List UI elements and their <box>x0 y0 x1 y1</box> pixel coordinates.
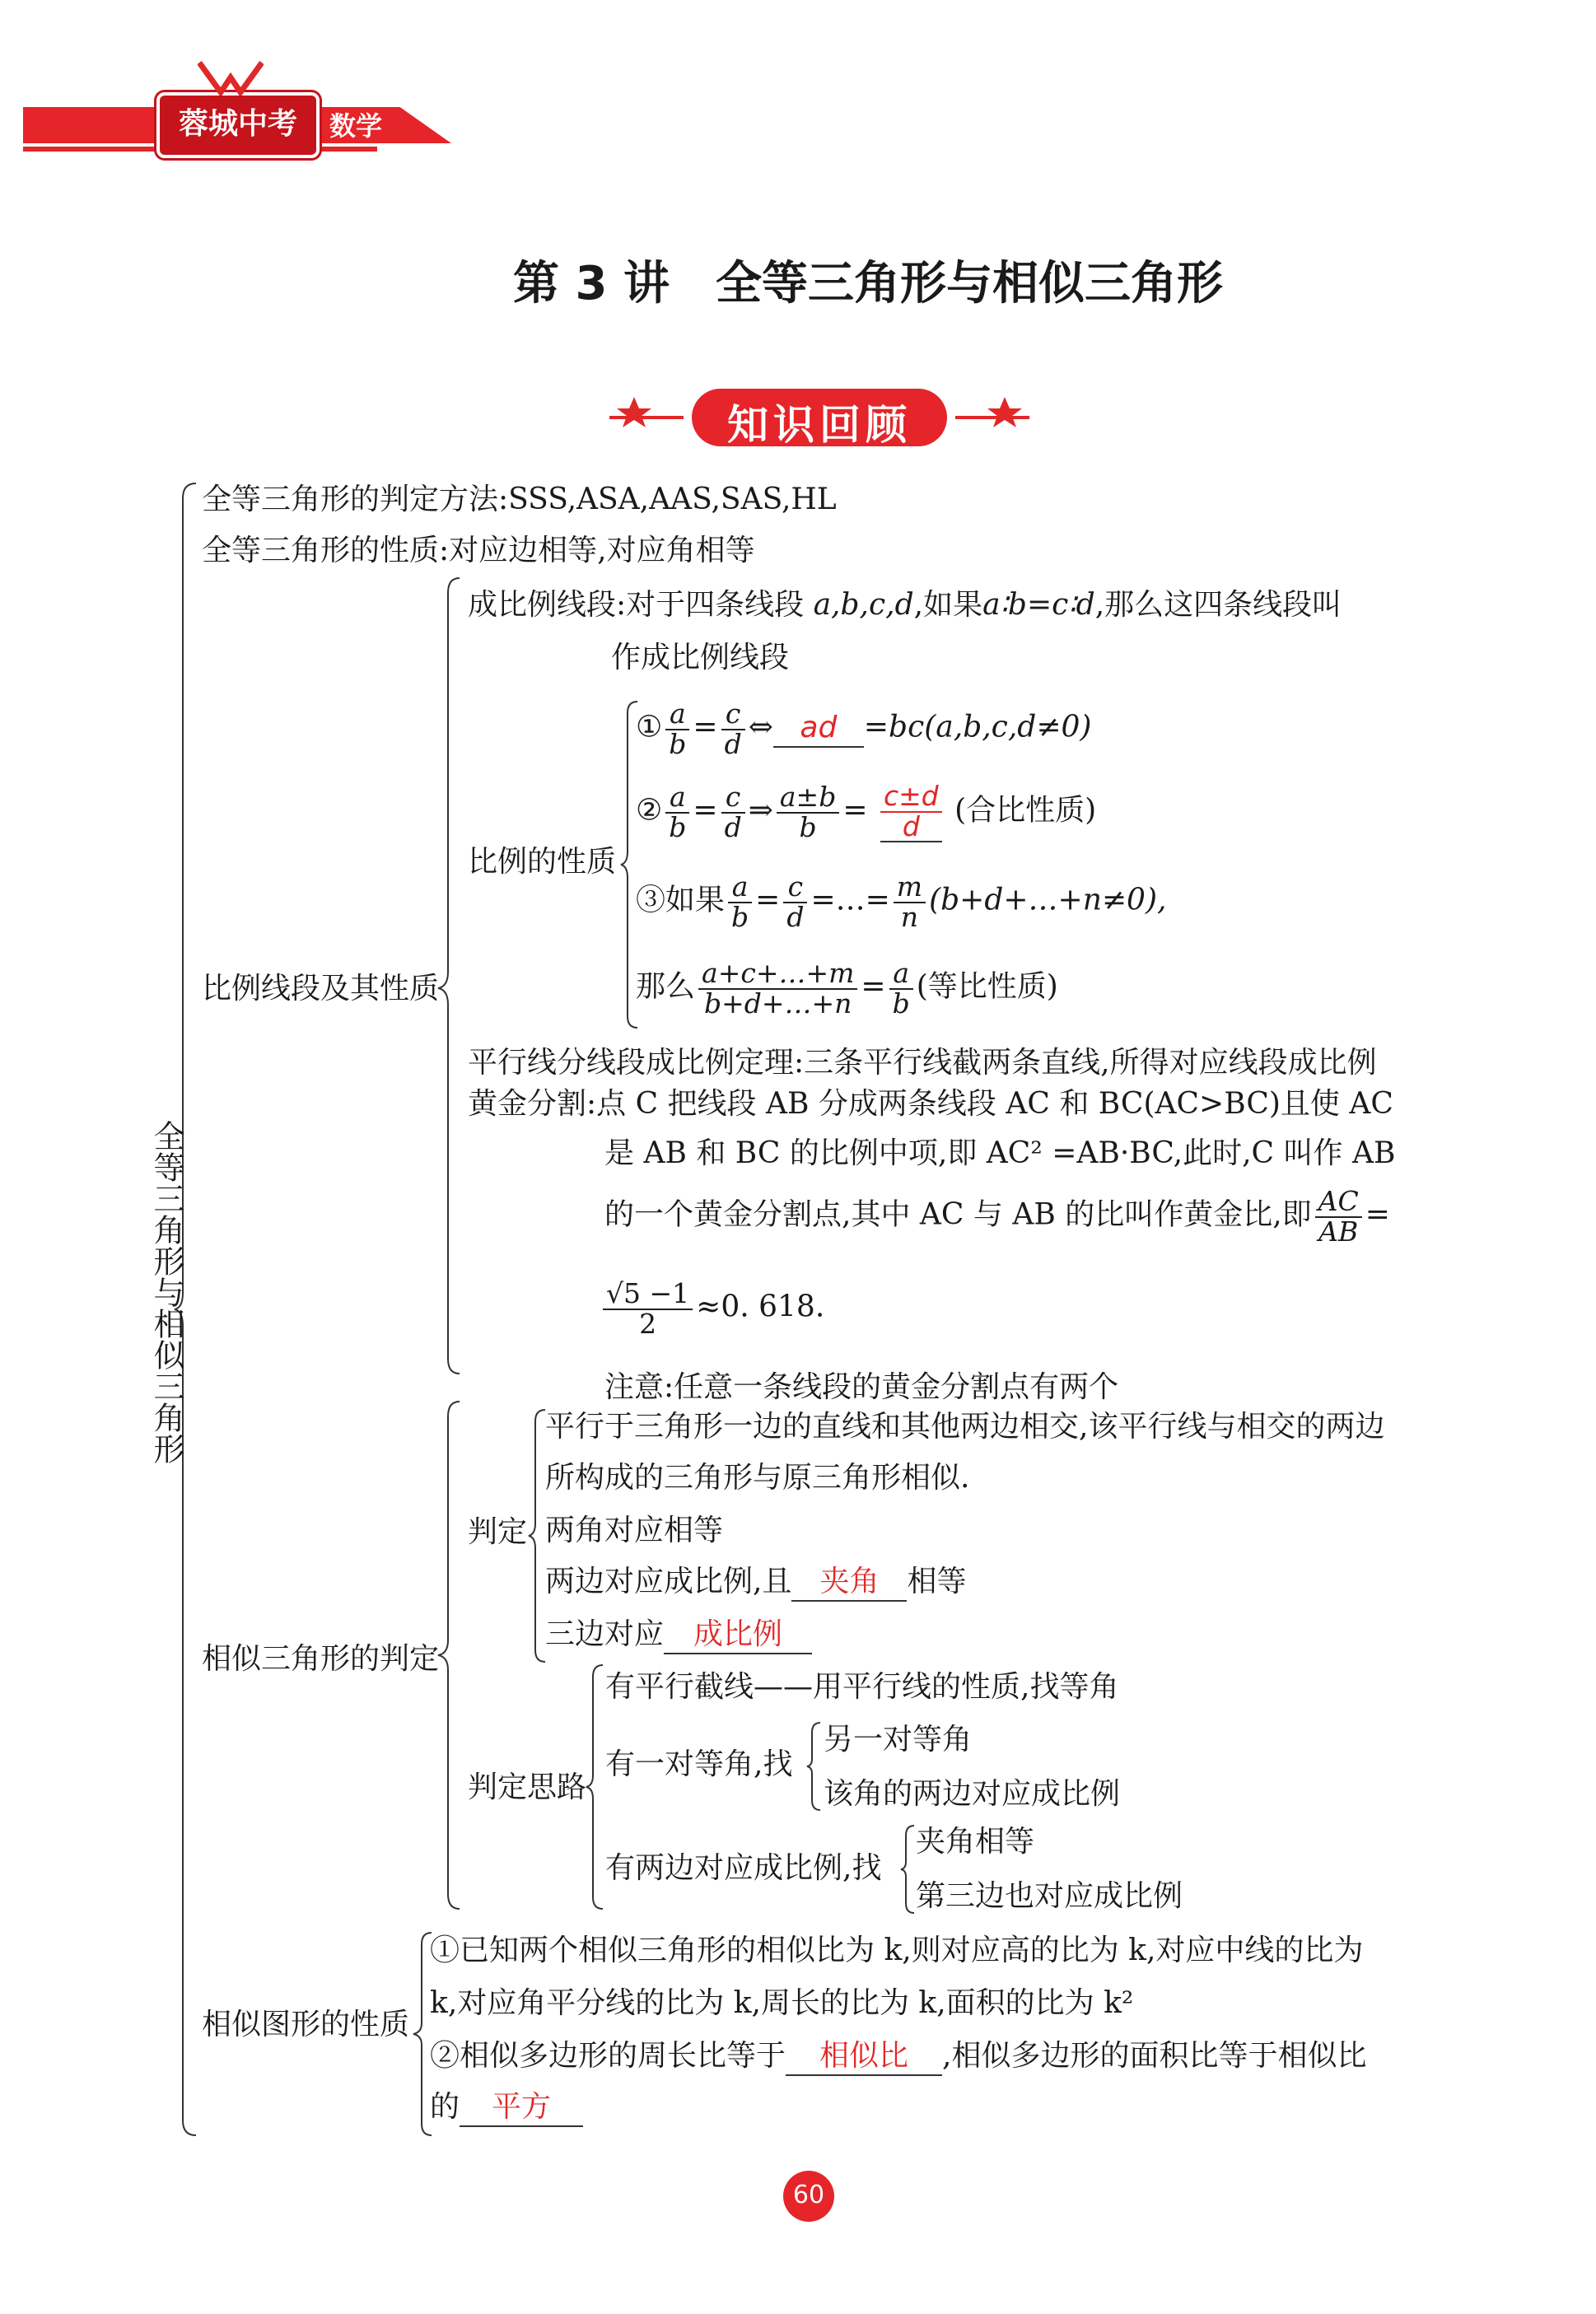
f3-answer: 平方 <box>460 2088 583 2127</box>
figures-1a: ①已知两个相似三角形的相似比为 k,则对应高的比为 k,对应中线的比为 <box>430 1934 1364 1967</box>
frac-a-b: $\frac{a}{b}$ <box>665 700 689 758</box>
judge-4 <box>545 1616 812 1654</box>
frac-c-d-2: $\frac{c}{d}$ <box>721 783 745 842</box>
def1-end: ,那么这四条线段叫 <box>1094 588 1342 622</box>
frac-c-d: $\frac{c}{d}$ <box>721 700 745 758</box>
j3-suffix: 相等 <box>907 1565 967 1598</box>
property-4: 那么 $\frac{a+c+\dots+m}{b+d+\dots+n}$ = $\frac{a}{b}$ (等比性质) <box>636 957 1058 1019</box>
p1-prefix: ① <box>636 710 663 744</box>
judge-1a: 平行于三角形一边的直线和其他两边相交,该平行线与相交的两边 <box>545 1410 1385 1444</box>
proportion-bracket <box>436 576 469 1375</box>
frac-a-pm-b: $\frac{a\pm b}{b}$ <box>777 783 839 842</box>
idea-2a: 另一对等角 <box>824 1723 973 1756</box>
similar-bracket <box>436 1400 469 1910</box>
congruent-methods: 全等三角形的判定方法:SSS,ASA,AAS,SAS,HL <box>202 483 837 516</box>
frac-a-b-2: $\frac{a}{b}$ <box>665 783 689 842</box>
f3-prefix: 的 <box>430 2090 460 2124</box>
similar-label: 相似三角形的判定 <box>202 1642 440 1676</box>
j3-prefix: 两边对应成比例,且 <box>545 1565 792 1598</box>
figures-1b: k,对应角平分线的比为 k,周长的比为 k,面积的比为 k² <box>430 1986 1134 2020</box>
proportion-label: 比例线段及其性质 <box>202 972 440 1005</box>
property-3: ③如果 $\frac{a}{b}$ = $\frac{c}{d}$ =…= $\frac{m}{n}$ (b+d+…+n≠0), <box>636 870 1167 933</box>
golden-line1: 黄金分割:点 C 把线段 AB 分成两条线段 AC 和 BC(AC>BC)且使 AC <box>468 1087 1393 1121</box>
figures-3 <box>430 2088 583 2127</box>
congruent-properties: 全等三角形的性质:对应边相等,对应角相等 <box>202 534 755 567</box>
idea-3a: 夹角相等 <box>916 1825 1035 1859</box>
p4-note: (等比性质) <box>916 969 1058 1004</box>
frac-a-b-4: $\frac{a}{b}$ <box>889 959 913 1018</box>
idea-2b: 该角的两边对应成比例 <box>824 1777 1121 1811</box>
frac-c-d-3: $\frac{c}{d}$ <box>783 873 807 931</box>
property-1: ① $\frac{a}{b}$ = $\frac{c}{d}$ ⇔ ad =bc(a,b,c,d≠0) <box>636 697 1092 760</box>
figures-2 <box>430 2037 1366 2076</box>
parallel-theorem: 平行线分线段成比例定理:三条平行线截两条直线,所得对应线段成比例 <box>468 1046 1377 1080</box>
root-label: 全等三角形与相似三角形 <box>148 1120 184 1464</box>
frac-m-n: $\frac{m}{n}$ <box>894 873 926 931</box>
idea2-bracket <box>805 1721 825 1812</box>
def1-mid: ,如果 <box>913 588 983 622</box>
def1-text: 成比例线段:对于四条线段 <box>468 588 805 622</box>
header <box>0 49 494 165</box>
p1-arrow: ⇔ <box>748 710 773 744</box>
p2-note: (合比性质) <box>954 793 1097 828</box>
proportion-def-line2: 作成比例线段 <box>611 641 790 674</box>
judge-2: 两角对应相等 <box>545 1514 724 1547</box>
judge-label: 判定 <box>468 1515 528 1549</box>
frac-sum: $\frac{a+c+\dots+m}{b+d+\dots+n}$ <box>698 959 857 1018</box>
idea-2: 有一对等角,找 <box>605 1747 793 1781</box>
judge-3 <box>545 1563 966 1602</box>
banner-text: 知识回顾 <box>727 401 912 449</box>
page-title: 第 3 讲 全等三角形与相似三角形 <box>513 257 1223 310</box>
judge-1b: 所构成的三角形与原三角形相似. <box>545 1461 970 1495</box>
golden-note: 注意:任意一条线段的黄金分割点有两个 <box>604 1370 1119 1404</box>
idea-3: 有两边对应成比例,找 <box>605 1851 882 1885</box>
idea-label: 判定思路 <box>468 1770 587 1804</box>
f2-answer: 相似比 <box>786 2037 942 2076</box>
def1-eq: a∶b=c∶d <box>982 588 1095 622</box>
header-brand: 蓉城中考 <box>178 107 297 141</box>
frac-ac-ab: $\frac{AC}{AB}$ <box>1315 1187 1362 1246</box>
j4-prefix: 三边对应 <box>545 1617 665 1651</box>
f2-suffix: ,相似多边形的面积比等于相似比 <box>942 2039 1367 2073</box>
golden3-text: 的一个黄金分割点,其中 AC 与 AB 的比叫作黄金比,即 <box>604 1197 1312 1232</box>
f2-prefix: ②相似多边形的周长比等于 <box>430 2039 786 2073</box>
def1-vars: a,b,c,d <box>813 588 914 622</box>
proportion-def-line1 <box>468 586 1342 623</box>
p1-tail: =bc(a,b,c,d≠0) <box>863 710 1092 744</box>
props-label: 比例的性质 <box>468 845 617 879</box>
p2-prefix: ② <box>636 793 663 828</box>
frac-golden: $\frac{√5 -1}{2}$ <box>603 1280 693 1338</box>
golden-value <box>600 1277 825 1340</box>
p3-mid: =…= <box>810 883 890 917</box>
figures-label: 相似图形的性质 <box>202 2008 410 2041</box>
golden-line2: 是 AB 和 BC 的比例中项,即 AC² =AB·BC,此时,C 叫作 AB <box>604 1136 1396 1170</box>
p4-prefix: 那么 <box>636 969 696 1004</box>
p3-tail: (b+d+…+n≠0), <box>929 883 1167 917</box>
j4-answer: 成比例 <box>664 1616 812 1654</box>
p2-answer: $\frac{c\pm d}{d}$ <box>880 782 942 842</box>
property-2: ② $\frac{a}{b}$ = $\frac{c}{d}$ ⇒ $\frac{a\pm b}{b}$ = $\frac{c\pm d}{d}$ (合比性质) <box>636 780 1097 843</box>
golden-line3: 的一个黄金分割点,其中 AC 与 AB 的比叫作黄金比,即 $\frac{AC}{AB}$ = <box>604 1185 1390 1248</box>
idea-3b: 第三边也对应成比例 <box>916 1879 1183 1913</box>
p3-prefix: ③如果 <box>636 883 726 917</box>
p2-arrow: ⇒ <box>748 793 773 828</box>
page-number: 60 <box>792 2181 825 2209</box>
j3-answer: 夹角 <box>791 1563 907 1602</box>
header-subject: 数学 <box>329 110 383 142</box>
golden-val: ≈0. 618. <box>696 1290 825 1324</box>
frac-a-b-3: $\frac{a}{b}$ <box>728 873 752 931</box>
idea-1: 有平行截线——用平行线的性质,找等角 <box>605 1670 1119 1704</box>
p1-answer: ad <box>773 709 864 748</box>
banner <box>609 380 1029 455</box>
brand-logo-icon <box>198 59 264 96</box>
